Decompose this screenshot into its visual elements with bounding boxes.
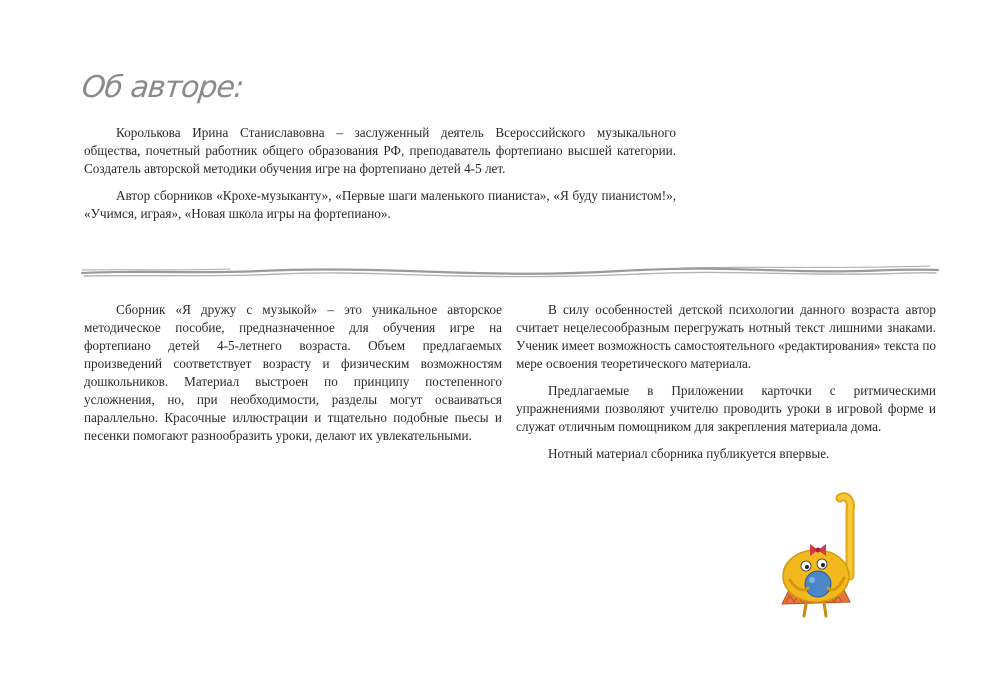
right-text-column: [516, 301, 936, 472]
music-note-character-icon: [770, 490, 880, 620]
body-paragraph: В силу особенностей детской психологии данного возраста автор считает нецелесообразным перегружать нотный текст лишними знаками. Ученик имеет возможность самостоятельного «редактирования» текста по мере освоения теоретического материала.: [516, 302, 936, 371]
body-paragraph: Сборник «Я дружу с музыкой» – это уникальное авторское методическое пособие, предназначенное для обучения игре на фортепиано детей 4-5-летнего возраста. Объем предлагаемых произведений соответствует возрасту и физическим возможностям дошкольников. Материал выстроен по принципу постепенного усложнения, но, при необходимости, разделы могут осваиваться параллельно. Красочные иллюстрации и тщательно подобные пьесы и песенки помогают разнообразить уроки, делают их увлекательными.: [84, 302, 502, 443]
body-paragraph: Нотный материал сборника публикуется впервые.: [548, 446, 830, 461]
body-paragraph: Предлагаемые в Приложении карточки с ритмическими упражнениями позволяют учителю проводить уроки в игровой форме и служат отличным помощником для закрепления материала дома.: [516, 383, 936, 434]
about-author-section: [84, 124, 676, 232]
page-heading: Об авторе:: [80, 70, 245, 105]
about-paragraph: Королькова Ирина Станиславовна – заслуженный деятель Всероссийского музыкального общества, почетный работник общего образования РФ, преподаватель фортепиано высшей категории. Создатель авторской методики обучения игре на фортепиано детей 4-5 лет.: [84, 125, 676, 176]
about-paragraph: Автор сборников «Крохе-музыканту», «Первые шаги маленького пианиста», «Я буду пианистом!», «Учимся, играя», «Новая школа игры на фортепиано».: [84, 188, 676, 221]
wavy-divider-line: [80, 258, 942, 284]
left-text-column: [84, 301, 502, 454]
